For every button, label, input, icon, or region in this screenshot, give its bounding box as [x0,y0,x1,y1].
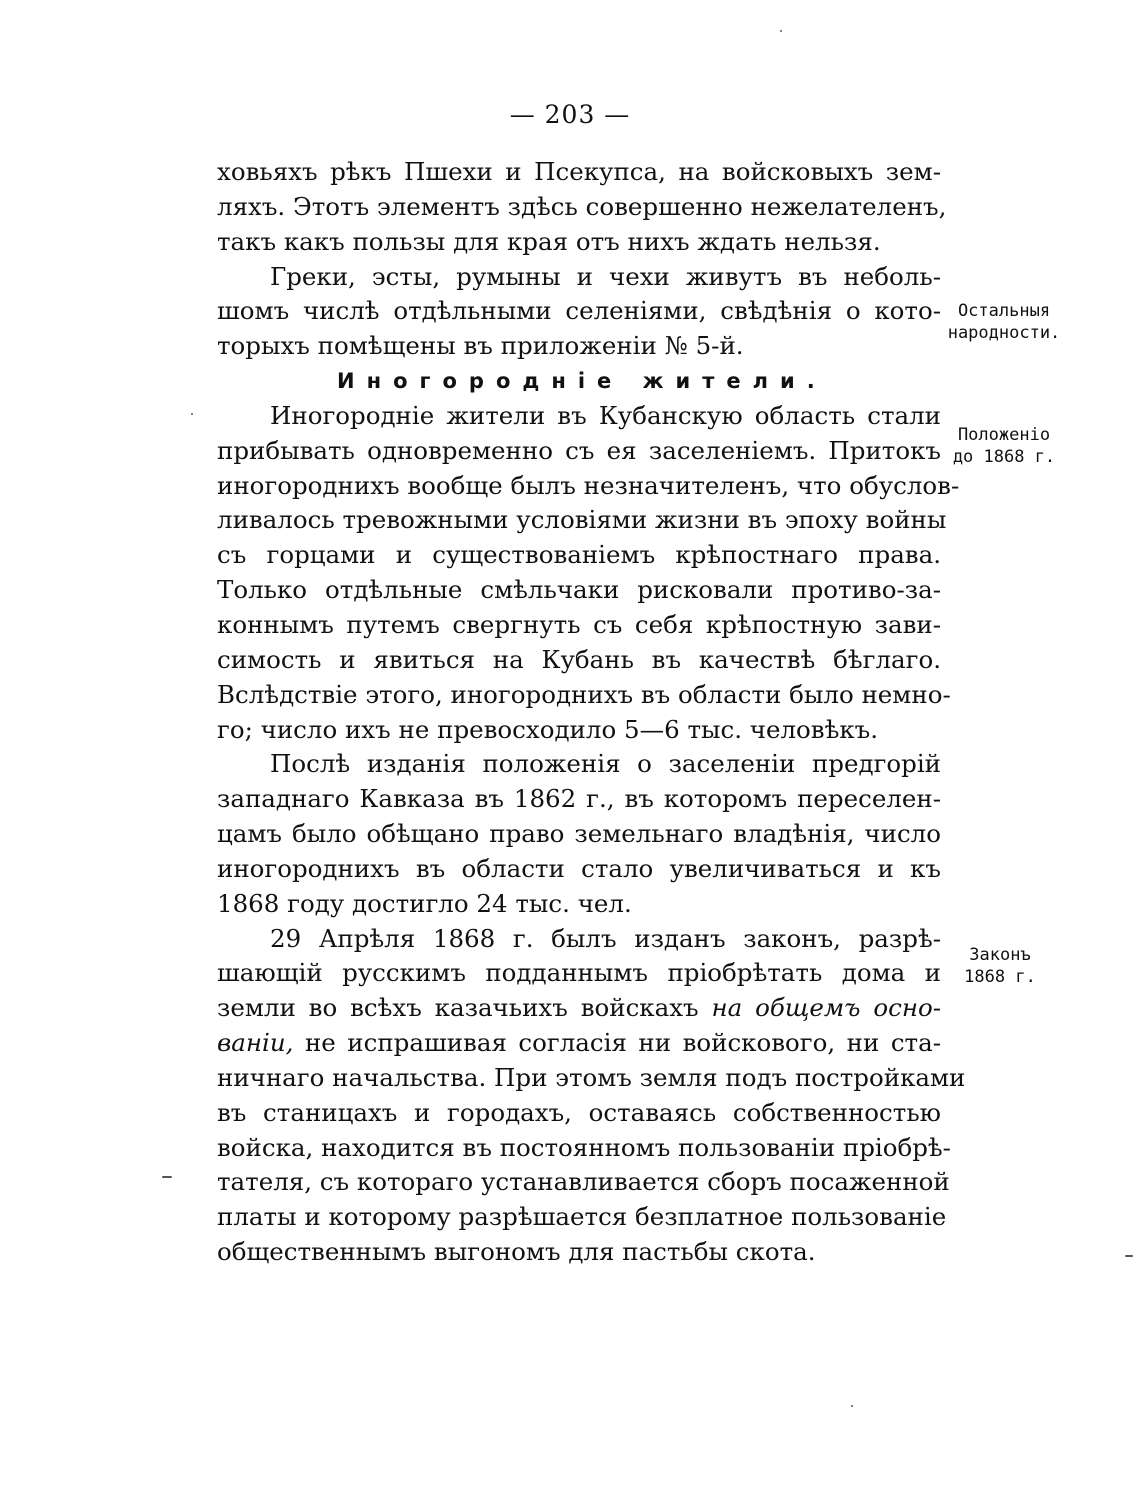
text-line: ничнаго начальства. При этомъ земля подъ постройками [217,1062,966,1092]
text-line: такъ какъ пользы для края отъ нихъ ждать нельзя. [217,226,881,256]
text-line: въ станицахъ и городахъ, оставаясь собственностью [217,1097,941,1127]
page-number: — 203 — [509,100,631,129]
text-line: ливалось тревожными условіями жизни въ эпоху войны [217,505,947,535]
italic-phrase: ваніи, [217,1028,294,1058]
italic-phrase: на общемъ осно- [711,993,941,1023]
text-line: 1868 году достигло 24 тыс. чел. [217,888,632,918]
text-line-with-italic [217,1026,941,1061]
text-line: общественнымъ выгономъ для пастьбы скота. [217,1237,816,1267]
scan-speck [780,30,782,32]
paragraph-2 [217,260,941,365]
paragraph-5 [217,922,966,1270]
text-line: шающій русскимъ подданнымъ пріобрѣтать дома и [217,958,941,988]
paragraph-4 [217,747,941,921]
section-heading: Иногородніе жители. [337,369,827,394]
margin-note-line: Остальныя [957,301,1051,321]
text-line: западнаго Кавказа въ 1862 г., въ которомъ переселен- [217,784,941,814]
paragraph-1 [217,155,947,260]
text-line: цамъ было обѣщано право земельнаго владѣнія, число [217,819,941,849]
margin-note-other-nationalities [944,300,1064,344]
margin-note-line: Законъ [969,945,1031,965]
text-line: иногороднихъ вообще былъ незначителенъ, что обуслов- [217,470,960,500]
text-line: Иногородніе жители въ Кубанскую область стали [270,400,941,430]
text-line: симость и явиться на Кубань въ качествѣ бѣглаго. [217,644,941,674]
text-line: платы и которому разрѣшается безплатное пользованіе [217,1202,947,1232]
text-line-with-italic [217,991,941,1026]
text-line: ляхъ. Этотъ элементъ здѣсь совершенно нежелателенъ, [217,191,947,221]
scan-speck [162,1176,172,1178]
text-line: Вслѣдствіе этого, иногороднихъ въ области было немно- [217,679,951,709]
text-line: ховьяхъ рѣкъ Пшехи и Псекупса, на войсковыхъ зем- [217,157,941,186]
text-line: тателя, съ котораго устанавливается сборъ посаженной [217,1167,950,1197]
scan-speck [851,1405,853,1407]
margin-note-before-1868 [944,424,1064,468]
text-line: Только отдѣльные смѣльчаки рисковали противо-за- [217,575,941,605]
margin-note-line: народности. [947,323,1061,343]
text-line: иногороднихъ въ области стало увеличиваться и къ [217,853,941,883]
margin-note-line: Положеніо [957,425,1051,445]
margin-note-line: до 1868 г. [952,447,1056,467]
margin-note-line: 1868 г. [964,967,1036,987]
margin-note-law-1868 [940,944,1060,988]
text-line: 29 Апрѣля 1868 г. былъ изданъ законъ, разрѣ- [270,923,941,953]
scan-speck [1125,1255,1133,1257]
text-line: Греки, эсты, румыны и чехи живутъ въ неболь- [270,261,941,291]
paragraph-3 [217,399,960,747]
text-line: шомъ числѣ отдѣльными селеніями, свѣдѣнія о кото- [217,296,941,326]
text-line: торыхъ помѣщены въ приложеніи № 5-й. [217,331,744,361]
text-line: войска, находится въ постоянномъ пользованіи пріобрѣ- [217,1132,951,1162]
text-line: го; число ихъ не превосходило 5—6 тыс. человѣкъ. [217,714,879,744]
text-line: съ горцами и существованіемъ крѣпостнаго права. [217,540,941,570]
text-line: Послѣ изданія положенія о заселеніи предгорій [270,749,941,779]
text-segment: земли во всѣхъ казачьихъ войскахъ [217,993,699,1023]
scan-speck [191,413,193,415]
text-line: коннымъ путемъ свергнуть съ себя крѣпостную зави- [217,609,941,639]
text-line: прибывать одновременно съ ея заселеніемъ. Притокъ [217,435,941,465]
text-column [217,155,966,1270]
text-segment: не испрашивая согласія ни войскового, ни ста- [304,1028,941,1058]
